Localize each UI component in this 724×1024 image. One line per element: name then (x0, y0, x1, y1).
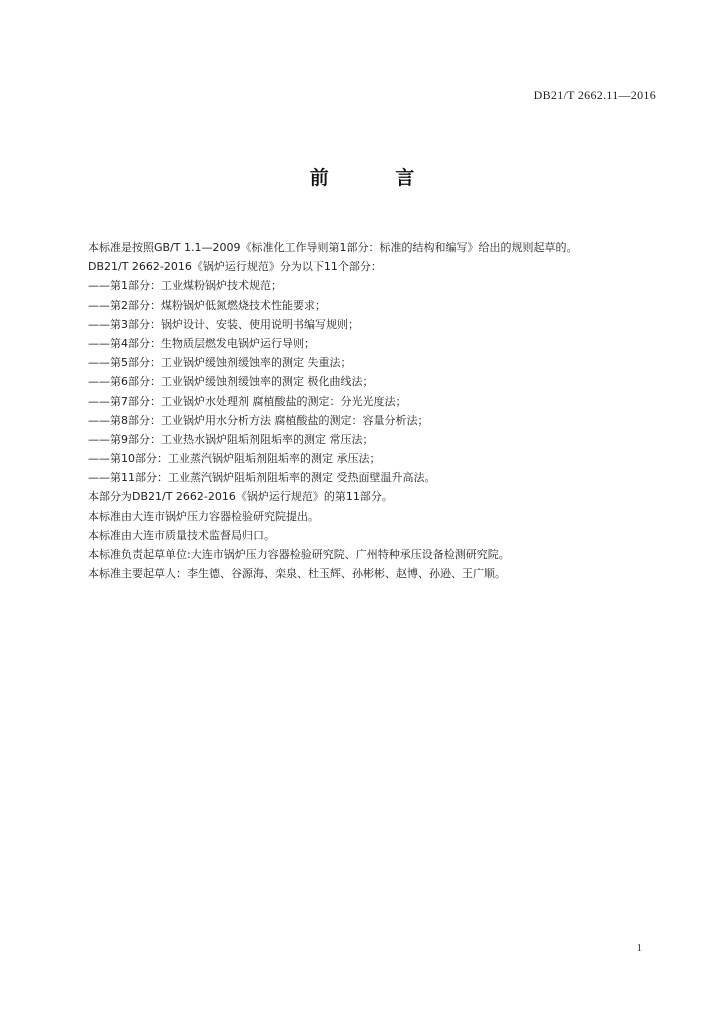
list-item: ——第7部分：工业锅炉水处理剂 腐植酸盐的测定：分光光度法； (88, 394, 407, 408)
paragraph: 本标准由大连市锅炉压力容器检验研究院提出。 (88, 509, 319, 523)
foreword-body (88, 238, 668, 583)
paragraph: 本标准主要起草人：李生德、谷源海、栾泉、杜玉辉、孙彬彬、赵博、孙逊、王广顺。 (88, 567, 506, 581)
list-item: ——第9部分：工业热水锅炉阻垢剂阻垢率的测定 常压法； (88, 432, 374, 446)
list-item: ——第10部分：工业蒸汽锅炉阻垢剂阻垢率的测定 承压法； (88, 452, 381, 466)
list-item: ——第6部分：工业锅炉缓蚀剂缓蚀率的测定 极化曲线法； (88, 375, 374, 389)
list-item: ——第4部分：生物质层燃发电锅炉运行导则； (88, 336, 315, 350)
list-item: ——第5部分：工业锅炉缓蚀剂缓蚀率的测定 失重法； (88, 356, 352, 370)
list-item: ——第8部分：工业锅炉用水分析方法 腐植酸盐的测定：容量分析法； (88, 413, 429, 427)
standard-code: DB21/T 2662.11—2016 (533, 88, 656, 102)
paragraph: 本标准负责起草单位:大连市锅炉压力容器检验研究院、广州特种承压设备检测研究院。 (88, 548, 510, 561)
list-item: ——第1部分：工业煤粉锅炉技术规范； (88, 279, 282, 293)
page-number: 1 (636, 942, 642, 954)
list-item: ——第2部分：煤粉锅炉低氮燃烧技术性能要求； (88, 298, 326, 312)
paragraph: DB21/T 2662-2016《锅炉运行规范》分为以下11个部分： (88, 260, 382, 274)
list-item: ——第3部分：锅炉设计、安装、使用说明书编写规则； (88, 317, 359, 331)
paragraph: 本标准由大连市质量技术监督局归口。 (88, 528, 275, 542)
paragraph: 本标准是按照GB/T 1.1—2009《标准化工作导则第1部分：标准的结构和编写》给出的规则起草的。 (88, 241, 578, 254)
paragraph: 本部分为DB21/T 2662-2016《锅炉运行规范》的第11部分。 (88, 490, 393, 504)
page-title: 前 言 (309, 167, 445, 189)
list-item: ——第11部分：工业蒸汽锅炉阻垢剂阻垢率的测定 受热面壁温升高法。 (88, 471, 436, 485)
